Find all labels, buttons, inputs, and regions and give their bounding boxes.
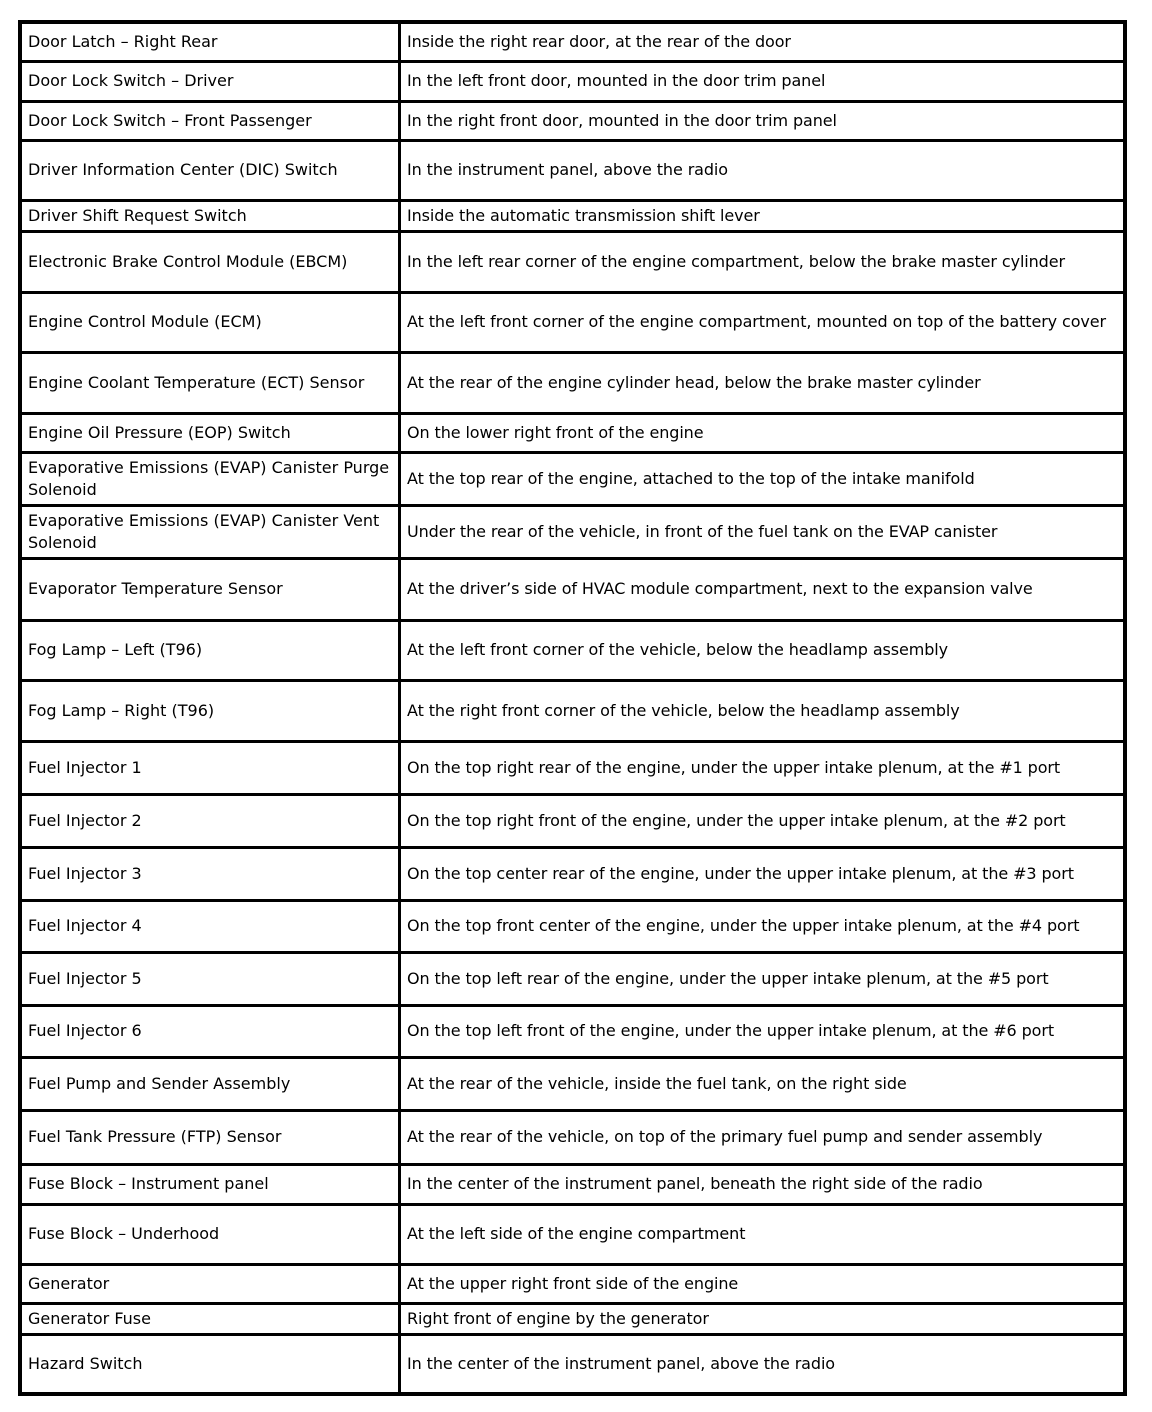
location-cell: At the rear of the engine cylinder head, below the brake master cylinder (400, 352, 1126, 413)
table-row (20, 1164, 1125, 1204)
location-cell: At the left front corner of the vehicle, below the headlamp assembly (400, 620, 1126, 680)
component-name-cell: Fuel Injector 3 (20, 847, 400, 900)
table-row (20, 101, 1125, 140)
table-row (20, 352, 1125, 413)
component-name-cell: Engine Control Module (ECM) (20, 292, 400, 352)
component-name-cell: Fuel Pump and Sender Assembly (20, 1057, 400, 1110)
location-cell: In the center of the instrument panel, above the radio (400, 1334, 1126, 1394)
table-row (20, 1204, 1125, 1264)
table-row (20, 847, 1125, 900)
component-name-cell: Driver Shift Request Switch (20, 200, 400, 231)
table-row (20, 952, 1125, 1005)
location-cell: On the top front center of the engine, under the upper intake plenum, at the #4 port (400, 900, 1126, 952)
location-cell: In the left rear corner of the engine compartment, below the brake master cylinder (400, 231, 1126, 292)
component-name-cell: Electronic Brake Control Module (EBCM) (20, 231, 400, 292)
component-name-cell: Evaporative Emissions (EVAP) Canister Purge Solenoid (20, 452, 400, 505)
component-name-cell: Fuel Injector 1 (20, 741, 400, 794)
location-cell: On the top left rear of the engine, under the upper intake plenum, at the #5 port (400, 952, 1126, 1005)
component-name-cell: Door Lock Switch – Driver (20, 61, 400, 101)
component-name-cell: Generator (20, 1264, 400, 1303)
table-row (20, 1057, 1125, 1110)
component-name-cell: Fuel Injector 6 (20, 1005, 400, 1057)
table-row (20, 452, 1125, 505)
location-cell: At the left front corner of the engine compartment, mounted on top of the battery cover (400, 292, 1126, 352)
component-name-cell: Engine Coolant Temperature (ECT) Sensor (20, 352, 400, 413)
table-row (20, 620, 1125, 680)
component-name-cell: Hazard Switch (20, 1334, 400, 1394)
location-cell: In the left front door, mounted in the door trim panel (400, 61, 1126, 101)
location-cell: On the top right front of the engine, under the upper intake plenum, at the #2 port (400, 794, 1126, 847)
component-name-cell: Generator Fuse (20, 1303, 400, 1334)
location-cell: Inside the right rear door, at the rear of the door (400, 22, 1126, 61)
component-name-cell: Driver Information Center (DIC) Switch (20, 140, 400, 200)
location-cell: In the instrument panel, above the radio (400, 140, 1126, 200)
location-cell: In the right front door, mounted in the door trim panel (400, 101, 1126, 140)
location-cell: At the rear of the vehicle, inside the fuel tank, on the right side (400, 1057, 1126, 1110)
component-name-cell: Fuse Block – Instrument panel (20, 1164, 400, 1204)
table-row (20, 22, 1125, 61)
location-cell: On the lower right front of the engine (400, 413, 1126, 452)
component-name-cell: Fuel Injector 2 (20, 794, 400, 847)
location-cell: Right front of engine by the generator (400, 1303, 1126, 1334)
component-name-cell: Evaporative Emissions (EVAP) Canister Vent Solenoid (20, 505, 400, 558)
location-cell: On the top right rear of the engine, under the upper intake plenum, at the #1 port (400, 741, 1126, 794)
location-cell: In the center of the instrument panel, beneath the right side of the radio (400, 1164, 1126, 1204)
component-name-cell: Evaporator Temperature Sensor (20, 558, 400, 620)
component-name-cell: Fuse Block – Underhood (20, 1204, 400, 1264)
table-row (20, 741, 1125, 794)
table-row (20, 1264, 1125, 1303)
location-cell: At the left side of the engine compartment (400, 1204, 1126, 1264)
table-row (20, 680, 1125, 741)
table-row (20, 140, 1125, 200)
table-row (20, 505, 1125, 558)
location-cell: Inside the automatic transmission shift lever (400, 200, 1126, 231)
table-row (20, 1110, 1125, 1164)
component-name-cell: Fog Lamp – Right (T96) (20, 680, 400, 741)
table-row (20, 1303, 1125, 1334)
location-cell: At the upper right front side of the engine (400, 1264, 1126, 1303)
table-row (20, 292, 1125, 352)
component-name-cell: Door Lock Switch – Front Passenger (20, 101, 400, 140)
location-cell: Under the rear of the vehicle, in front of the fuel tank on the EVAP canister (400, 505, 1126, 558)
component-name-cell: Fuel Tank Pressure (FTP) Sensor (20, 1110, 400, 1164)
table-row (20, 900, 1125, 952)
component-name-cell: Engine Oil Pressure (EOP) Switch (20, 413, 400, 452)
component-name-cell: Fuel Injector 4 (20, 900, 400, 952)
table-row (20, 794, 1125, 847)
location-cell: At the right front corner of the vehicle, below the headlamp assembly (400, 680, 1126, 741)
table-row (20, 558, 1125, 620)
table-row (20, 1005, 1125, 1057)
component-name-cell: Fuel Injector 5 (20, 952, 400, 1005)
component-location-table (18, 20, 1127, 1396)
table-row (20, 231, 1125, 292)
table-row (20, 61, 1125, 101)
location-cell: On the top center rear of the engine, under the upper intake plenum, at the #3 port (400, 847, 1126, 900)
table-row (20, 200, 1125, 231)
table-row (20, 413, 1125, 452)
table-body (20, 22, 1125, 1394)
location-cell: On the top left front of the engine, under the upper intake plenum, at the #6 port (400, 1005, 1126, 1057)
table-row (20, 1334, 1125, 1394)
component-name-cell: Door Latch – Right Rear (20, 22, 400, 61)
location-cell: At the top rear of the engine, attached to the top of the intake manifold (400, 452, 1126, 505)
location-cell: At the rear of the vehicle, on top of the primary fuel pump and sender assembly (400, 1110, 1126, 1164)
location-cell: At the driver’s side of HVAC module compartment, next to the expansion valve (400, 558, 1126, 620)
component-name-cell: Fog Lamp – Left (T96) (20, 620, 400, 680)
